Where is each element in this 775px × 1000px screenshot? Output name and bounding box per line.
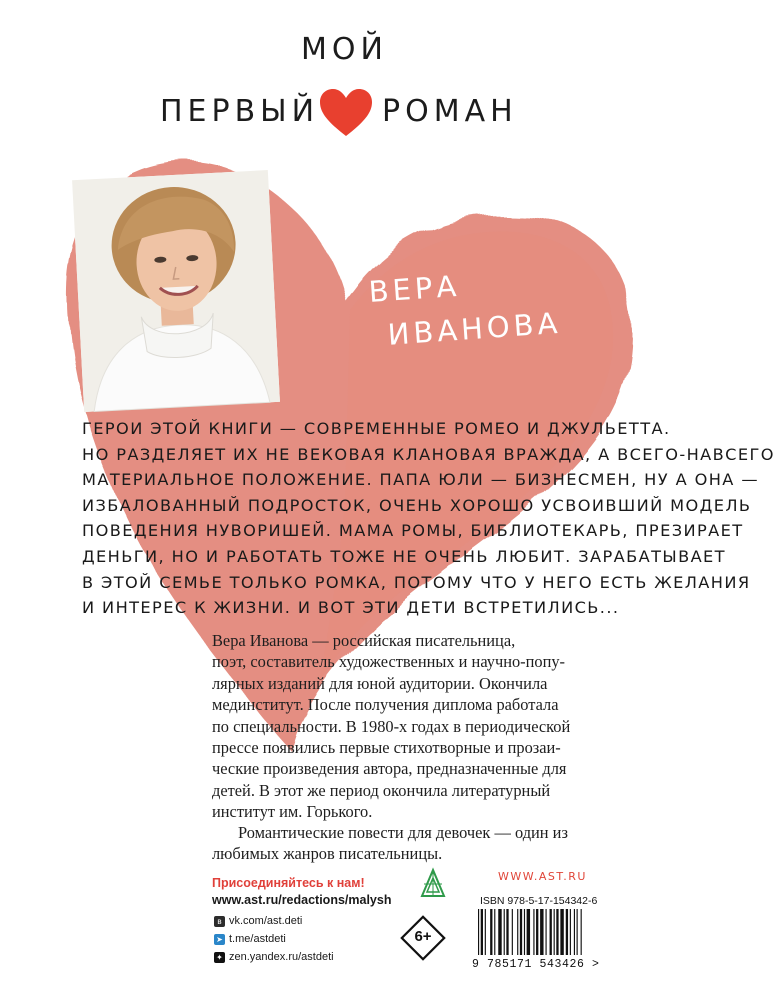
author-last-name: ИВАНОВА [386, 305, 563, 352]
barcode-bar [546, 909, 547, 955]
publisher-site[interactable]: WWW.AST.RU [498, 870, 587, 883]
barcode-bar [574, 909, 575, 955]
barcode-bar [581, 909, 582, 955]
telegram-icon: ➤ [214, 934, 225, 945]
join-heading: Присоединяйтесь к нам! [212, 876, 365, 890]
barcode-bar [536, 909, 538, 955]
bio-line: институт им. Горького. [212, 802, 373, 822]
series-title-bottom [0, 88, 689, 138]
barcode [476, 909, 622, 955]
author-name [367, 254, 603, 358]
barcode-bar [570, 909, 571, 955]
barcode-bar [520, 909, 522, 955]
barcode-bar [566, 909, 568, 955]
social-zen[interactable] [214, 951, 334, 963]
social-vk[interactable] [214, 915, 302, 927]
bio-line: ческие произведения автора, предназначенные для [212, 759, 567, 779]
author-bio-2 [212, 822, 656, 865]
vk-icon: в [214, 916, 225, 927]
annotation-line: МАТЕРИАЛЬНОЕ ПОЛОЖЕНИЕ. ПАПА ЮЛИ — БИЗНЕСМЕН, НУ А ОНА — [82, 470, 759, 490]
barcode-bar [517, 909, 518, 955]
bio-line: прессе появились первые стихотворные и прозаи- [212, 738, 561, 758]
annotation-text [82, 416, 775, 621]
author-first-name: ВЕРА [367, 268, 462, 310]
isbn: ISBN 978-5-17-154342-6 [480, 895, 598, 907]
barcode-bar [498, 909, 501, 955]
barcode-bar [494, 909, 495, 955]
bio-line: Романтические повести для девочек — один из [238, 823, 568, 842]
barcode-bar [481, 909, 483, 955]
barcode-bar [560, 909, 563, 955]
annotation-line: ГЕРОИ ЭТОЙ КНИГИ — СОВРЕМЕННЫЕ РОМЕО И ДЖУЛЬЕТТА. [82, 419, 671, 438]
annotation-line: ПОВЕДЕНИЯ НУВОРИШЕЙ. МАМА РОМЫ, БИБЛИОТЕКАРЬ, ПРЕЗИРАЕТ [82, 521, 744, 541]
bio-line: детей. В этот же период окончила литературный [212, 780, 551, 800]
annotation-line: И ИНТЕРЕС К ЖИЗНИ. И ВОТ ЭТИ ДЕТИ ВСТРЕТИЛИСЬ... [82, 598, 620, 618]
author-bio [212, 630, 656, 823]
social-zen-label: zen.yandex.ru/astdeti [229, 951, 334, 963]
barcode-bar [485, 909, 486, 955]
age-rating-label: 6+ [414, 928, 432, 945]
heart-icon [318, 88, 374, 138]
zen-icon: ✦ [214, 952, 225, 963]
barcode-bar [527, 909, 530, 955]
barcode-bar [504, 909, 505, 955]
series-title-top: МОЙ [301, 32, 388, 67]
social-telegram-label: t.me/astdeti [229, 933, 286, 945]
barcode-bar [533, 909, 534, 955]
series-title-right: РОМАН [382, 94, 518, 129]
join-link[interactable]: www.ast.ru/redactions/malysh [212, 893, 392, 907]
social-telegram[interactable] [214, 933, 286, 945]
series-title-left: ПЕРВЫЙ [160, 94, 320, 129]
bio-line: Вера Иванова — российская писательница, [212, 631, 516, 650]
annotation-line: ДЕНЬГИ, НО И РАБОТАТЬ ТОЖЕ НЕ ОЧЕНЬ ЛЮБИТ. ЗАРАБАТЫВАЕТ [82, 546, 726, 566]
barcode-bar [550, 909, 552, 955]
bio-line: поэт, составитель художественных и научно-попу- [212, 652, 566, 672]
barcode-bar [577, 909, 578, 955]
barcode-bar [554, 909, 555, 955]
barcode-digits: 9 785171 543426 > [472, 958, 600, 971]
bio-line: мединститут. После получения диплома работала [212, 695, 559, 715]
barcode-bar [540, 909, 543, 955]
bio-line: лярных изданий для юной аудитории. Окончила [212, 673, 548, 693]
publisher-logo-icon [420, 868, 446, 898]
bio-line: любимых жанров писательницы. [212, 844, 443, 864]
annotation-line: ИЗБАЛОВАННЫЙ ПОДРОСТОК, ОЧЕНЬ ХОРОШО УСВОИВШИЙ МОДЕЛЬ [82, 495, 752, 515]
barcode-bar [524, 909, 525, 955]
barcode-bar [556, 909, 558, 955]
annotation-line: В ЭТОЙ СЕМЬЕ ТОЛЬКО РОМКА, ПОТОМУ ЧТО У НЕГО ЕСТЬ ЖЕЛАНИЯ [82, 572, 751, 592]
barcode-bar [506, 909, 508, 955]
annotation-line: НО РАЗДЕЛЯЕТ ИХ НЕ ВЕКОВАЯ КЛАНОВАЯ ВРАЖДА, А ВСЕГО-НАВСЕГО [82, 444, 775, 464]
bio-line: по специальности. В 1980-х годах в периодической [212, 716, 571, 736]
author-photo [72, 170, 280, 412]
social-vk-label: vk.com/ast.deti [229, 915, 303, 927]
barcode-bar [478, 909, 479, 955]
barcode-bar [512, 909, 513, 955]
barcode-bar [490, 909, 492, 955]
